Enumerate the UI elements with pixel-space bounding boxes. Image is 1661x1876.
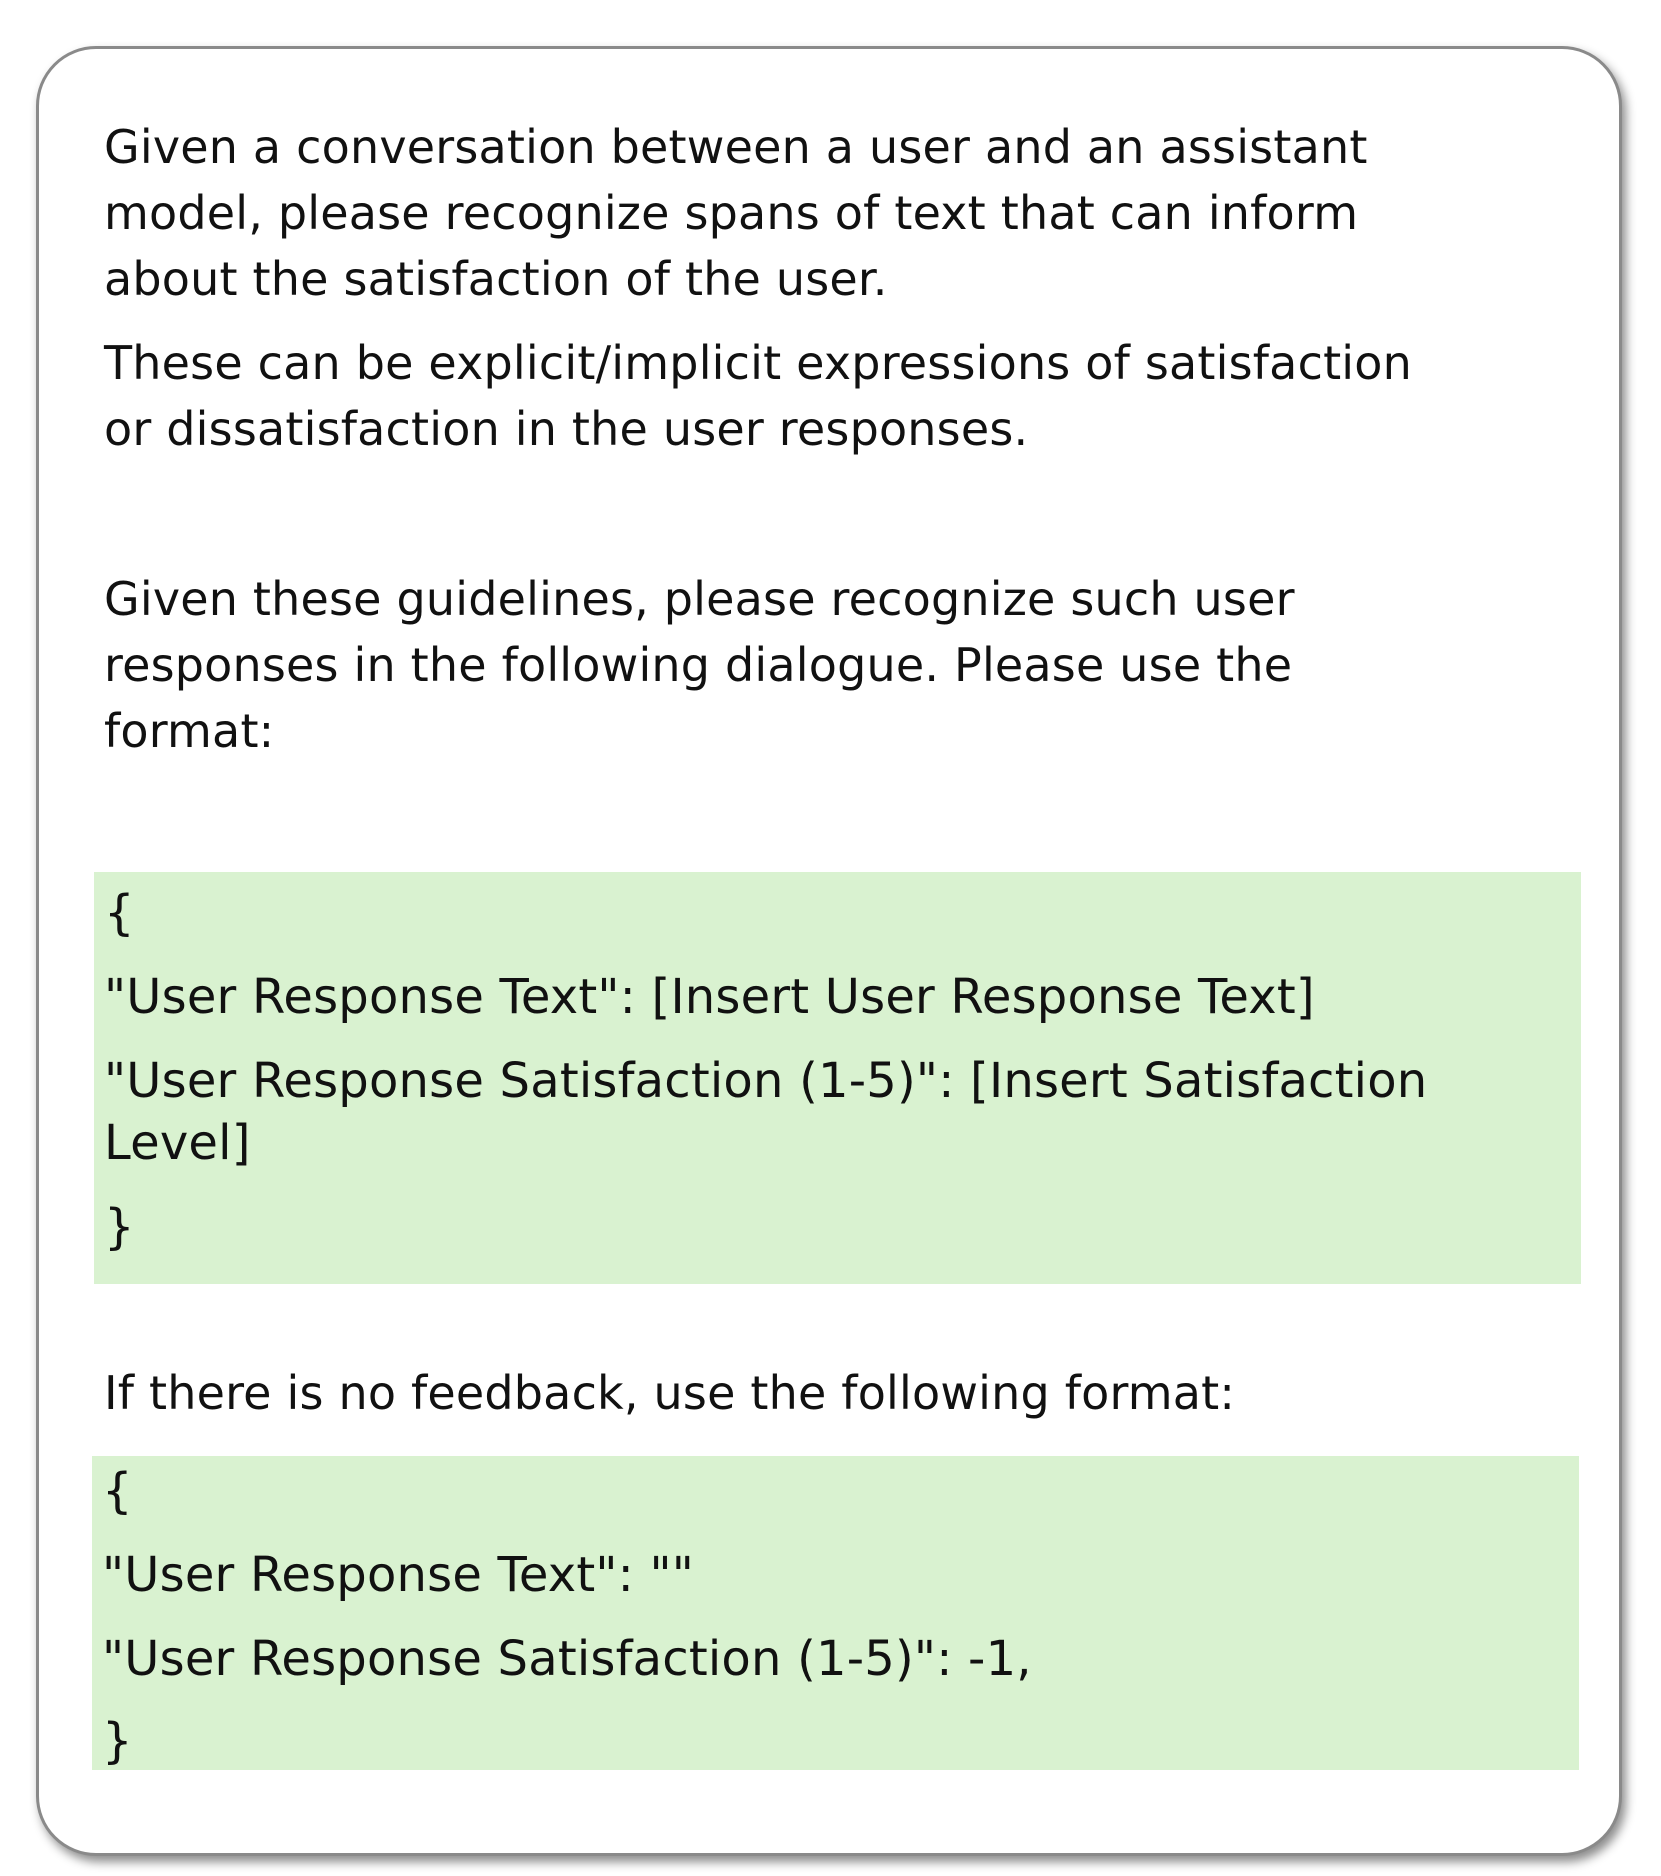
explanation-line-1: These can be explicit/implicit expressions of satisfaction <box>104 336 1412 390</box>
intro-line-1: Given a conversation between a user and an assistant <box>104 120 1368 174</box>
format-text-line: "User Response Text": [Insert User Response Text] <box>104 969 1315 1025</box>
explanation-paragraph <box>104 330 1412 462</box>
no-feedback-text-line: "User Response Text": "" <box>102 1547 695 1603</box>
instruction-line-1: Given these guidelines, please recognize such user <box>104 572 1295 626</box>
no-feedback-label: If there is no feedback, use the following format: <box>104 1366 1236 1420</box>
format-code-box <box>94 872 1581 1284</box>
no-feedback-open-brace: { <box>102 1463 133 1519</box>
instruction-line-3: format: <box>104 704 275 758</box>
intro-paragraph <box>104 114 1368 312</box>
intro-line-2: model, please recognize spans of text that can inform <box>104 186 1359 240</box>
no-feedback-close-brace: } <box>102 1713 133 1769</box>
explanation-line-2: or dissatisfaction in the user responses. <box>104 402 1029 456</box>
format-satisfaction-line-1: "User Response Satisfaction (1-5)": [Insert Satisfaction <box>104 1053 1428 1109</box>
no-feedback-code-box <box>92 1456 1579 1770</box>
format-open-brace: { <box>104 885 135 941</box>
instruction-line-2: responses in the following dialogue. Please use the <box>104 638 1293 692</box>
instruction-paragraph <box>104 566 1295 764</box>
no-feedback-satisfaction-line: "User Response Satisfaction (1-5)": -1, <box>102 1631 1032 1687</box>
format-satisfaction-line-2: Level] <box>104 1115 251 1171</box>
intro-line-3: about the satisfaction of the user. <box>104 252 888 306</box>
format-close-brace: } <box>104 1199 135 1255</box>
